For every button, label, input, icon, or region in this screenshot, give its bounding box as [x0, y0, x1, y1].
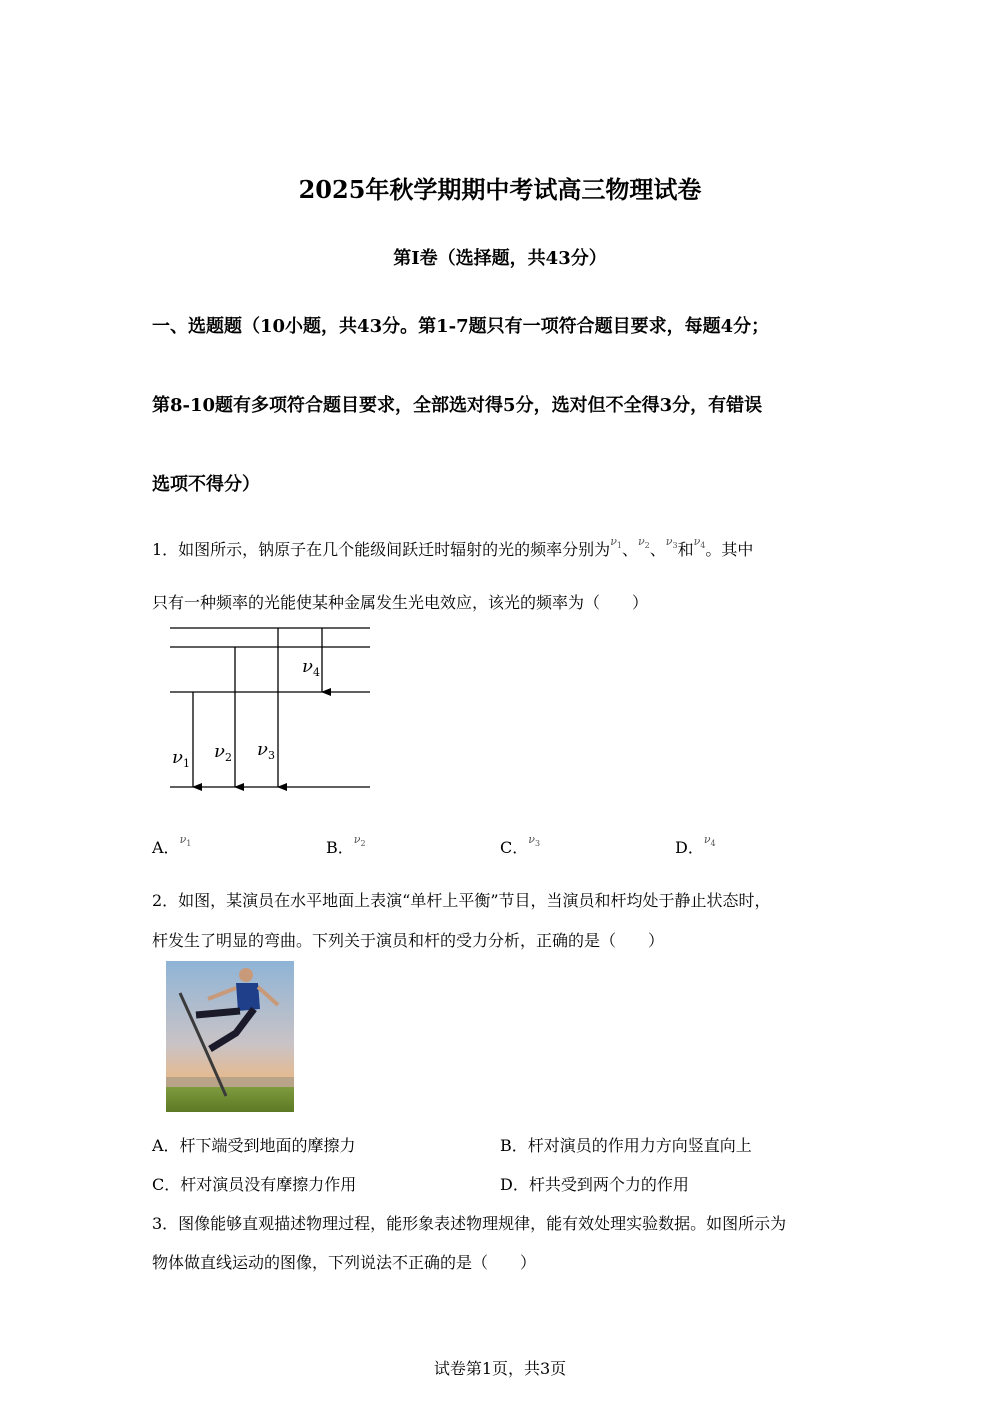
energy-level-diagram [160, 620, 380, 795]
nu4-symbol: ν4 [693, 535, 706, 551]
label-v2: $\nu_2$ [214, 741, 232, 764]
q1-option-a[interactable]: A．$^{\nu_1}$ [152, 833, 192, 857]
exam-title: 2025年秋学期期中考试高三物理试卷 [298, 175, 702, 204]
section-instructions-line3: 选项不得分） [152, 474, 260, 495]
nu4-symbol: ν4 [703, 833, 716, 849]
q1-option-b[interactable]: B．$^{\nu_2}$ [326, 833, 366, 857]
performer-on-pole-photo [166, 961, 294, 1112]
question-1-text-end: 。其中 [705, 540, 754, 559]
question-1-text: 1．如图所示，钠原子在几个能级间跃迁时辐射的光的频率分别为 [152, 540, 611, 559]
label-v1: $\nu_1$ [172, 747, 190, 770]
volume-heading: 第Ⅰ卷（选择题，共43分） [393, 248, 607, 269]
nu2-symbol: ν2 [637, 535, 650, 551]
question-3-line2: 物体做直线运动的图像，下列说法不正确的是（ ） [152, 1253, 537, 1272]
nu1-symbol: ν1 [610, 535, 622, 551]
question-3-line1: 3．图像能够直观描述物理过程，能形象表述物理规律，能有效处理实验数据。如图所示为 [152, 1214, 787, 1233]
q2-option-a[interactable]: A．杆下端受到地面的摩擦力 [152, 1136, 356, 1155]
page-footer: 试卷第1页，共3页 [433, 1359, 567, 1378]
label-v3: $\nu_3$ [257, 739, 275, 762]
label-v4: $\nu_4$ [302, 656, 320, 679]
section-instructions-line1: 一、选题题（10小题，共43分。第1-7题只有一项符合题目要求，每题4分； [152, 316, 770, 337]
nu1-symbol: ν1 [179, 833, 192, 849]
question-1-line1 [152, 537, 753, 560]
q2-option-b[interactable]: B．杆对演员的作用力方向竖直向上 [500, 1136, 752, 1155]
q1-option-d[interactable]: D．$^{\nu_4}$ [675, 833, 716, 857]
question-2-line2: 杆发生了明显的弯曲。下列关于演员和杆的受力分析，正确的是（ ） [152, 931, 665, 950]
separator: 、 [621, 540, 638, 559]
nu2-symbol: ν2 [353, 833, 366, 849]
nu3-symbol: ν3 [665, 535, 678, 551]
question-1-line2: 只有一种频率的光能使某种金属发生光电效应，该光的频率为（ ） [152, 593, 649, 612]
section-instructions-line2: 第8-10题有多项符合题目要求，全部选对得5分，选对但不全得3分，有错误 [152, 395, 763, 416]
separator: 和 [677, 540, 694, 559]
nu3-symbol: ν3 [528, 833, 541, 849]
q2-option-c[interactable]: C．杆对演员没有摩擦力作用 [152, 1175, 357, 1194]
question-2-line1: 2．如图，某演员在水平地面上表演“单杆上平衡”节目，当演员和杆均处于静止状态时， [152, 891, 771, 910]
q1-option-c[interactable]: C．$^{\nu_3}$ [500, 833, 541, 857]
separator: 、 [649, 540, 666, 559]
q2-option-d[interactable]: D．杆共受到两个力的作用 [500, 1175, 689, 1194]
